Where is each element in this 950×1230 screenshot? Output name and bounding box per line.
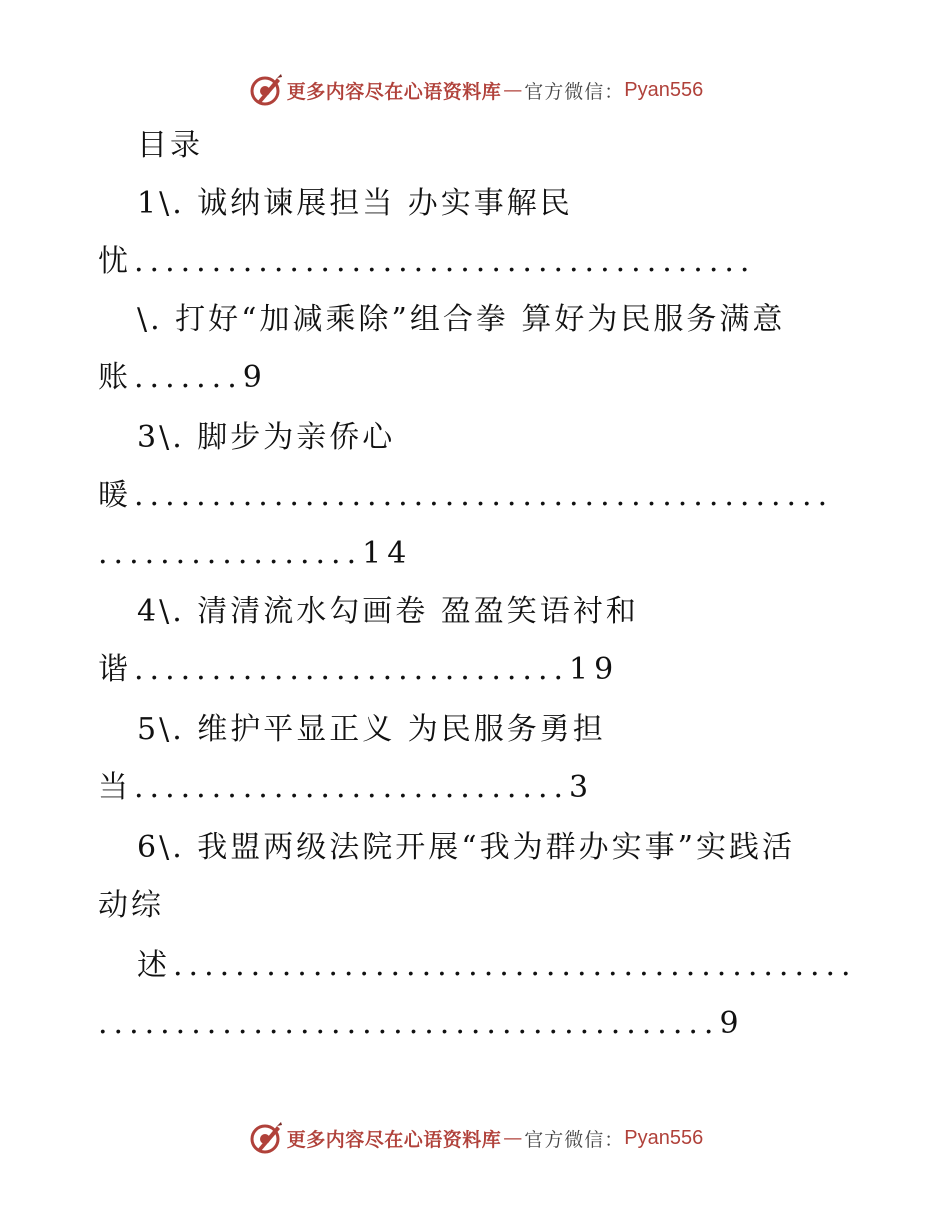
brand-text: 更多内容尽在心语资料库	[286, 1128, 502, 1151]
wechat-account: Pyan556	[624, 1126, 704, 1149]
banner-dash: —	[503, 79, 523, 101]
toc-entry-6-page: ........................................9	[98, 1006, 745, 1041]
toc-entry-4-cont: 谐............................19	[98, 652, 620, 687]
quill-pen-logo-icon	[247, 1120, 283, 1156]
banner-dash: —	[503, 1127, 523, 1149]
toc-entry-2-cont: 账.......9	[98, 360, 268, 395]
toc-entry-5: 5\. 维护平显正义 为民服务勇担	[137, 712, 606, 747]
brand-text: 更多内容尽在心语资料库	[286, 80, 502, 103]
toc-entry-1: 1\. 诚纳谏展担当 办实事解民	[137, 186, 573, 221]
wechat-account: Pyan556	[624, 78, 704, 101]
wechat-label: 官方微信：	[524, 80, 625, 103]
wechat-label: 官方微信：	[524, 1128, 625, 1151]
toc-title: 目录	[137, 128, 203, 163]
toc-entry-1-cont: 忧........................................	[98, 244, 756, 279]
toc-entry-6-cont: 动综	[98, 888, 164, 923]
toc-entry-4: 4\. 清清流水勾画卷 盈盈笑语衬和	[137, 594, 639, 629]
toc-entry-6-cont2: 述............................................	[137, 948, 857, 983]
toc-entry-6: 6\. 我盟两级法院开展“我为群办实事”实践活	[137, 830, 795, 865]
toc-entry-3-cont: 暖.............................................	[98, 478, 834, 513]
footer-banner	[0, 1118, 950, 1158]
quill-pen-logo-icon	[247, 72, 283, 108]
toc-entry-5-cont: 当............................3	[98, 770, 595, 805]
toc-entry-2: \. 打好“加减乘除”组合拳 算好为民服务满意	[137, 302, 786, 337]
header-banner	[0, 70, 950, 110]
toc-entry-3: 3\. 脚步为亲侨心	[137, 420, 396, 455]
toc-entry-3-page: .................14	[98, 536, 413, 571]
